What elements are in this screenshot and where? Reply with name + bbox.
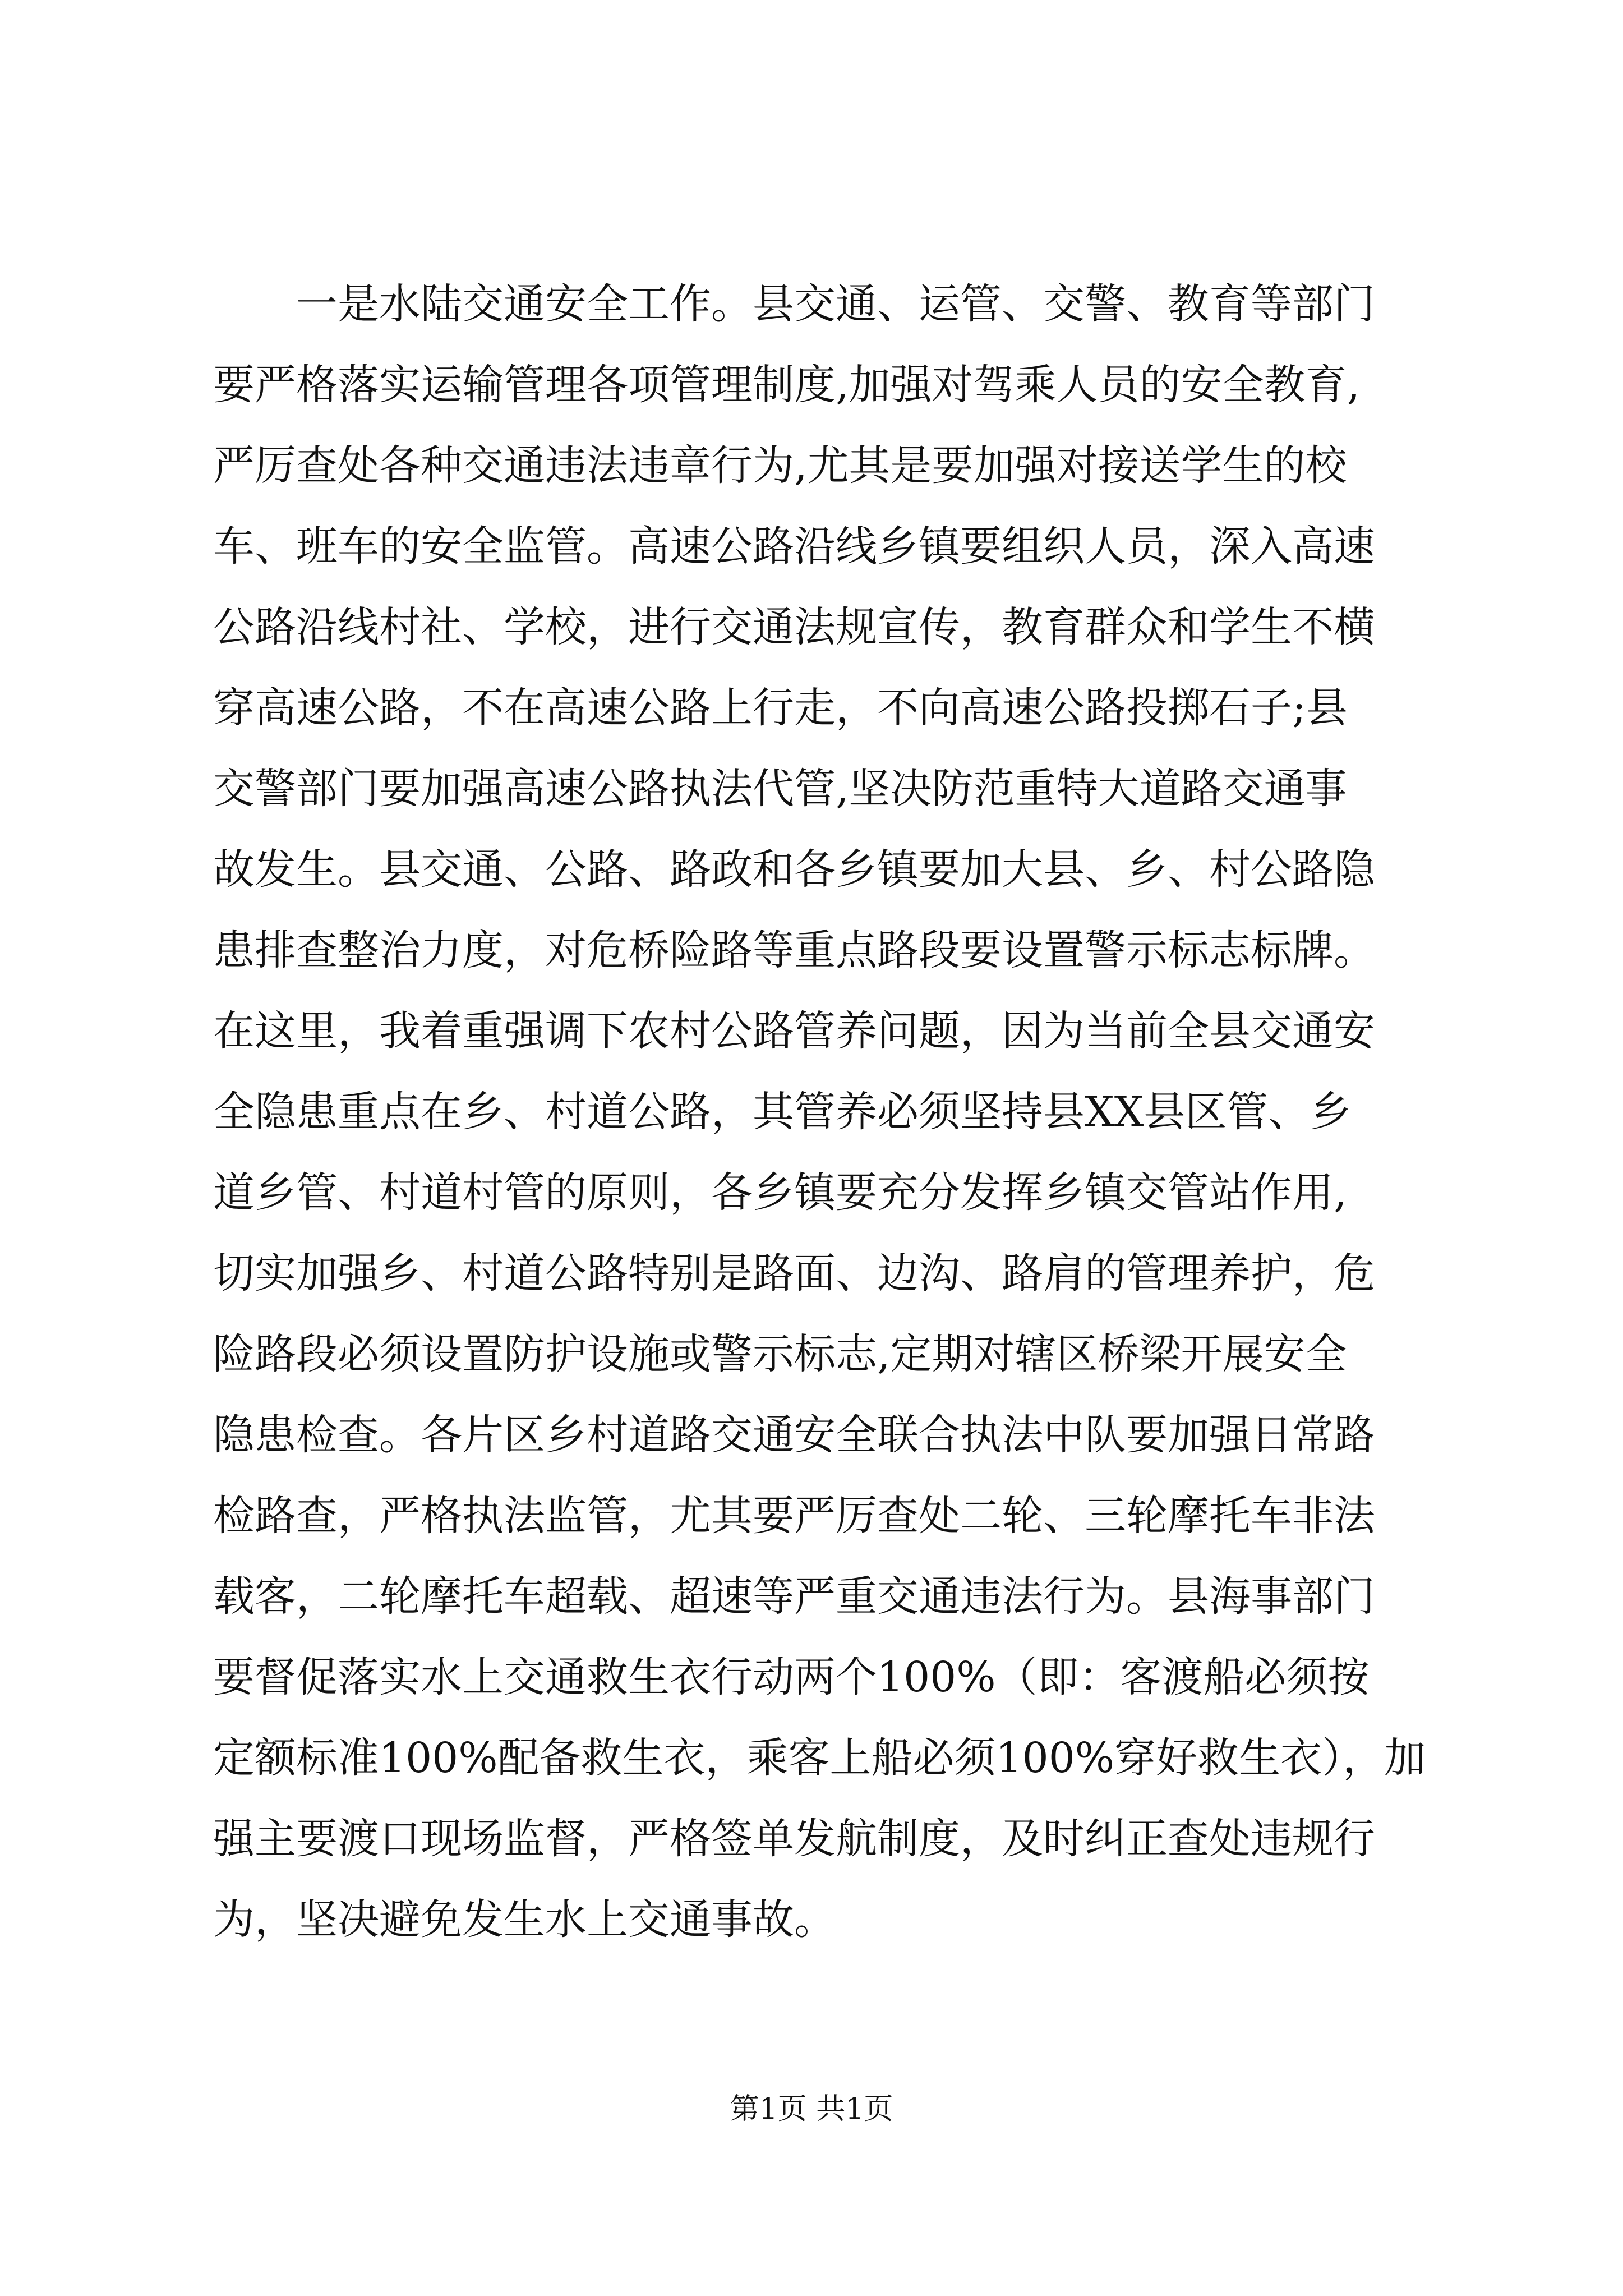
paragraph-line-17: 载客，二轮摩托车超载、超速等严重交通违法行为。县海事部门 <box>213 1572 1375 1621</box>
paragraph-line-8: 故发生。县交通、公路、路政和各乡镇要加大县、乡、村公路隐 <box>213 845 1375 894</box>
paragraph-line-7: 交警部门要加强高速公路执法代管,坚决防范重特大道路交通事 <box>213 765 1347 813</box>
paragraph-line-3: 严厉查处各种交通违法违章行为,尤其是要加强对接送学生的校 <box>213 441 1347 490</box>
paragraph-line-16: 检路查，严格执法监管，尤其要严厉查处二轮、三轮摩托车非法 <box>213 1492 1375 1540</box>
paragraph-line-1: 一是水陆交通安全工作。县交通、运管、交警、教育等部门 <box>296 280 1375 328</box>
paragraph-line-13: 切实加强乡、村道公路特别是路面、边沟、路肩的管理养护，危 <box>213 1249 1375 1297</box>
page-footer <box>0 2090 1623 2129</box>
body-paragraph <box>213 264 1469 1960</box>
paragraph-line-2: 要严格落实运输管理各项管理制度,加强对驾乘人员的安全教育, <box>213 361 1361 409</box>
paragraph-line-19: 定额标准100%配备救生衣，乘客上船必须100%穿好救生衣），加 <box>213 1734 1426 1782</box>
paragraph-line-11: 全隐患重点在乡、村道公路，其管养必须坚持县XX县区管、乡 <box>213 1088 1352 1136</box>
paragraph-line-12: 道乡管、村道村管的原则，各乡镇要充分发挥乡镇交管站作用, <box>213 1168 1347 1217</box>
paragraph-line-4: 车、班车的安全监管。高速公路沿线乡镇要组织人员，深入高速 <box>213 522 1375 570</box>
paragraph-line-20: 强主要渡口现场监督，严格签单发航制度，及时纠正查处违规行 <box>213 1815 1375 1863</box>
paragraph-line-6: 穿高速公路，不在高速公路上行走，不向高速公路投掷石子;县 <box>213 684 1348 732</box>
page-number-label: 第1页 共1页 <box>730 2092 893 2126</box>
paragraph-line-14: 险路段必须设置防护设施或警示标志,定期对辖区桥梁开展安全 <box>213 1330 1347 1378</box>
paragraph-line-18: 要督促落实水上交通救生衣行动两个100%（即：客渡船必须按 <box>213 1653 1370 1701</box>
paragraph-line-21: 为，坚决避免发生水上交通事故。 <box>213 1895 836 1944</box>
paragraph-line-5: 公路沿线村社、学校，进行交通法规宣传，教育群众和学生不横 <box>213 603 1375 651</box>
paragraph-line-10: 在这里，我着重强调下农村公路管养问题，因为当前全县交通安 <box>213 1007 1375 1055</box>
paragraph-line-9: 患排查整治力度，对危桥险路等重点路段要设置警示标志标牌。 <box>213 926 1375 974</box>
paragraph-line-15: 隐患检查。各片区乡村道路交通安全联合执法中队要加强日常路 <box>213 1411 1375 1459</box>
